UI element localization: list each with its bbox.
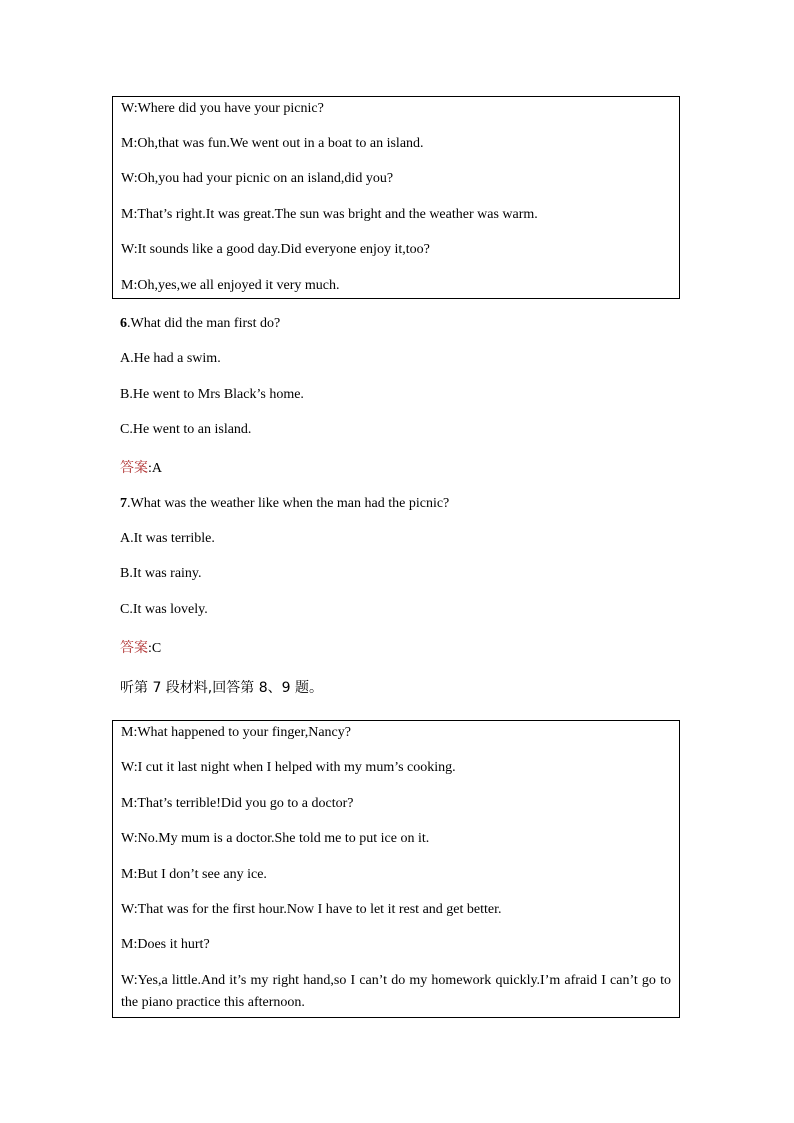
answer-7 (120, 637, 161, 657)
answer-label: 答案 (120, 640, 148, 656)
question-text: .What did the man first do? (127, 316, 281, 331)
dialog-line: W:No.My mum is a doctor.She told me to put ice on it. (121, 831, 430, 846)
option-b: B.It was rainy. (120, 566, 202, 581)
dialog-line: W:Where did you have your picnic? (121, 101, 324, 116)
dialog-box-1 (112, 96, 680, 299)
answer-value: :C (148, 641, 162, 656)
option-b: B.He went to Mrs Black’s home. (120, 387, 304, 402)
option-a: A.It was terrible. (120, 531, 215, 546)
question-number: 7 (120, 496, 127, 511)
option-a: A.He had a swim. (120, 351, 221, 366)
dialog-line: M:Oh,that was fun.We went out in a boat to an island. (121, 136, 424, 151)
dialog-line: M:That’s right.It was great.The sun was bright and the weather was warm. (121, 207, 538, 222)
answer-value: :A (148, 461, 162, 476)
question-number: 6 (120, 316, 127, 331)
dialog-line: W:Oh,you had your picnic on an island,did you? (121, 171, 394, 186)
dialog-line: M:But I don’t see any ice. (121, 867, 267, 882)
dialog-box-2 (112, 720, 680, 1018)
section-instruction: 听第 7 段材料,回答第 8、9 题。 (120, 680, 323, 696)
question-text: .What was the weather like when the man had the picnic? (127, 496, 450, 511)
dialog-line: M:What happened to your finger,Nancy? (121, 725, 351, 740)
dialog-line: W:I cut it last night when I helped with my mum’s cooking. (121, 760, 456, 775)
dialog-line: W:That was for the first hour.Now I have to let it rest and get better. (121, 902, 502, 917)
dialog-line: W:It sounds like a good day.Did everyone enjoy it,too? (121, 242, 430, 257)
answer-6 (120, 457, 162, 477)
answer-label: 答案 (120, 460, 148, 476)
dialog-line: W:Yes,a little.And it’s my right hand,so I can’t do my homework quickly.I’m afraid I can’t go to the piano practice this afternoon. (121, 973, 671, 1010)
dialog-line: M:Oh,yes,we all enjoyed it very much. (121, 278, 340, 293)
question-7 (120, 496, 449, 512)
option-c: C.He went to an island. (120, 422, 252, 437)
dialog-line: M:Does it hurt? (121, 937, 210, 952)
question-6 (120, 316, 280, 332)
dialog-line: M:That’s terrible!Did you go to a doctor? (121, 796, 354, 811)
option-c: C.It was lovely. (120, 602, 208, 617)
